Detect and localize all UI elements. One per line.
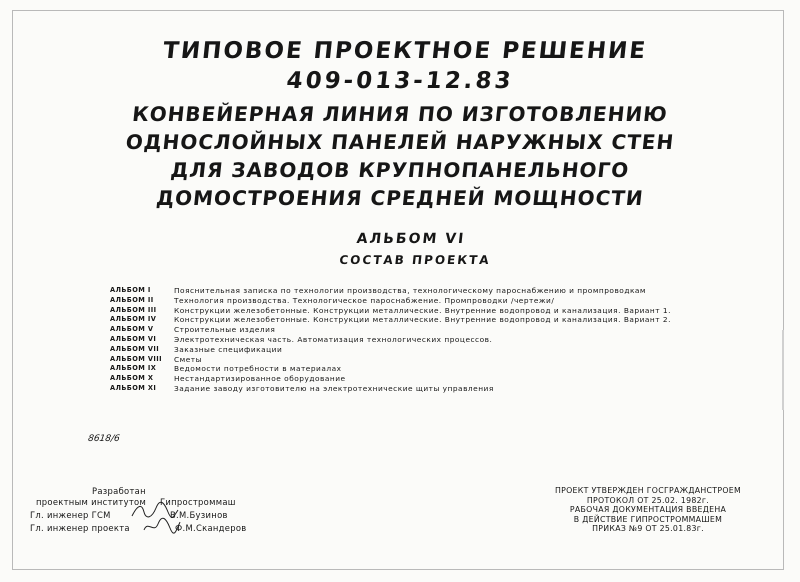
approval-line-3: РАБОЧАЯ ДОКУМЕНТАЦИЯ ВВЕДЕНА xyxy=(569,505,727,514)
chief-engineer-name: В.М.Бузинов xyxy=(170,510,228,520)
developed-label: Разработан xyxy=(92,486,146,496)
title-line-6: ДОМОСТРОЕНИЯ СРЕДНЕЙ МОЩНОСТИ xyxy=(155,186,645,210)
album-number: АЛЬБОМ IX xyxy=(110,364,157,373)
binding-mark xyxy=(782,330,784,410)
album-row xyxy=(110,325,750,335)
album-row xyxy=(110,306,750,316)
title-line-5: ДЛЯ ЗАВОДОВ КРУПНОПАНЕЛЬНОГО xyxy=(169,158,631,182)
project-engineer-role: Гл. инженер проекта xyxy=(30,523,130,533)
album-description: Конструкции железобетонные. Конструкции металлические. Внутренние водопровод и канализация. Вариант 1. xyxy=(174,305,671,315)
album-list xyxy=(110,286,750,394)
album-description: Задание заводу изготовителю на электротехнические щиты управления xyxy=(174,383,494,393)
album-number: АЛЬБОМ XI xyxy=(110,383,157,392)
album-label: АЛЬБОМ VI xyxy=(355,231,467,247)
album-number: АЛЬБОМ IV xyxy=(110,315,157,324)
album-description: Строительные изделия xyxy=(174,325,276,335)
approval-block xyxy=(548,486,748,534)
album-row xyxy=(110,286,750,296)
album-description: Конструкции железобетонные. Конструкции металлические. Внутренние водопровод и канализация. Вариант 2. xyxy=(174,315,671,325)
album-description: Ведомости потребности в материалах xyxy=(174,364,342,374)
institute-name: Гипростроммаш xyxy=(160,497,236,507)
album-row xyxy=(110,364,750,374)
institute-label: проектным институтом xyxy=(36,497,147,507)
album-number: АЛЬБОМ III xyxy=(110,305,157,314)
album-row xyxy=(110,355,750,365)
album-row xyxy=(110,335,750,345)
album-row xyxy=(110,345,750,355)
album-number: АЛЬБОМ I xyxy=(110,286,151,294)
approval-line-1: ПРОЕКТ УТВЕРЖДЕН ГОСГРАЖДАНСТРОЕМ xyxy=(554,486,742,495)
album-number: АЛЬБОМ VIII xyxy=(110,354,162,363)
album-number: АЛЬБОМ II xyxy=(110,295,154,304)
album-number: АЛЬБОМ X xyxy=(110,374,154,383)
album-row xyxy=(110,315,750,325)
album-number: АЛЬБОМ VII xyxy=(110,344,160,353)
album-subtitle: СОСТАВ ПРОЕКТА xyxy=(338,253,492,267)
album-heading xyxy=(0,231,800,267)
album-description: Заказные спецификации xyxy=(174,344,283,354)
album-description: Нестандартизированное оборудование xyxy=(174,374,346,384)
approval-line-5: ПРИКАЗ №9 ОТ 25.01.83г. xyxy=(592,524,704,533)
title-line-3: КОНВЕЙЕРНАЯ ЛИНИЯ ПО ИЗГОТОВЛЕНИЮ xyxy=(131,102,669,126)
album-row xyxy=(110,384,750,394)
title-block xyxy=(0,40,800,208)
chief-engineer-role: Гл. инженер ГСМ xyxy=(30,510,111,520)
album-description: Электротехническая часть. Автоматизация технологических процессов. xyxy=(174,334,493,344)
title-line-4: ОДНОСЛОЙНЫХ ПАНЕЛЕЙ НАРУЖНЫХ СТЕН xyxy=(124,130,676,154)
album-description: Технология производства. Технологическое пароснабжение. Промпроводки /чертежи/ xyxy=(174,295,555,305)
album-number: АЛЬБОМ V xyxy=(110,325,154,334)
album-row xyxy=(110,296,750,306)
project-engineer-name: Ф.М.Скандеров xyxy=(175,523,247,533)
title-number: 409-013-12.83 xyxy=(285,68,515,94)
approval-line-2: ПРОТОКОЛ ОТ 25.02. 1982г. xyxy=(586,495,710,505)
approval-line-4: В ДЕЙСТВИЕ ГИПРОСТРОММАШЕМ xyxy=(573,514,723,524)
album-row xyxy=(110,374,750,384)
album-number: АЛЬБОМ VI xyxy=(110,334,157,343)
title-type: ТИПОВОЕ ПРОЕКТНОЕ РЕШЕНИЕ xyxy=(161,38,649,64)
album-description: Пояснительная записка по технологии производства, технологическому пароснабжению и промпроводкам xyxy=(174,286,647,295)
archive-number: 8618/6 xyxy=(87,434,121,444)
signature-project-engineer xyxy=(142,516,182,536)
album-description: Сметы xyxy=(174,354,202,364)
